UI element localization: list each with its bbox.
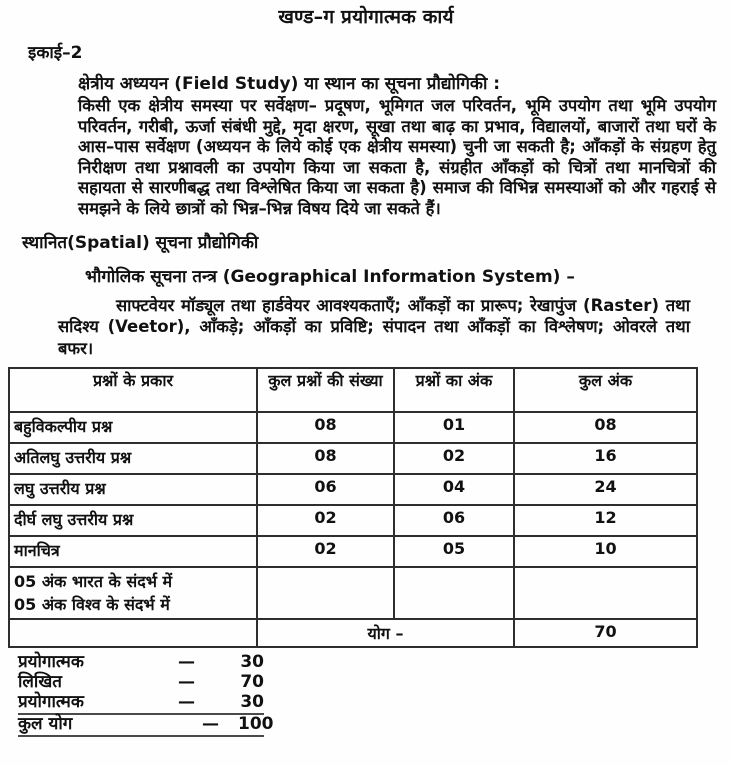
summary-label: कुल योग bbox=[18, 714, 73, 735]
page-title: खण्ड–ग प्रयोगात्मक कार्य bbox=[278, 6, 454, 28]
cell-marks-per-question: 01 bbox=[394, 412, 514, 443]
column-header-question-type: प्रश्नों के प्रकार bbox=[9, 368, 257, 412]
table-header-row bbox=[9, 368, 697, 412]
cell-marks-per-question: 04 bbox=[394, 474, 514, 505]
cell-marks-per-question: 05 bbox=[394, 536, 514, 567]
field-study-heading: क्षेत्रीय अध्ययन (Field Study) या स्थान का सूचना प्रौद्योगिकी : bbox=[78, 74, 501, 94]
column-header-marks-per-question: प्रश्नों का अंक bbox=[394, 368, 514, 412]
cell-question-type: अतिलघु उत्तरीय प्रश्न bbox=[9, 443, 257, 474]
note-line-2: 05 अंक विश्व के संदर्भ में bbox=[14, 595, 170, 615]
marks-table bbox=[8, 367, 698, 648]
cell-total-label: योग – bbox=[257, 619, 514, 647]
cell-question-type: दीर्घ लघु उत्तरीय प्रश्न bbox=[9, 505, 257, 536]
summary-dash: — bbox=[178, 672, 195, 693]
summary-row-grand-total bbox=[18, 714, 274, 737]
cell-empty bbox=[394, 567, 514, 619]
table-row bbox=[9, 412, 697, 443]
field-study-paragraph: किसी एक क्षेत्रीय समस्या पर सर्वेक्षण– प्रदूषण, भूमिगत जल परिवर्तन, भूमि उपयोग तथा भूमि उपयोग परिवर्तन, गरीबी, ऊर्जा संबंधी मुद्दे, मृदा क्षरण, सूखा तथा बाढ़ का प्रभाव, विद्यालयों, बाजारों तथा घरों के आस–पास सर्वेक्षण (अध्ययन के लिये कोई एक क्षेत्रीय समस्या) चुनी जा सकती है; आँकड़ों के संग्रहण हेतु निरीक्षण तथा प्रश्नावली का उपयोग किया जा सकता है, संग्रहीत आँकड़ों को चित्रों तथा मानचित्रों की सहायता से सारणीबद्ध तथा विश्लेषित किया जा सकता है) समाज की विभिन्न समस्याओं को और गहराई से समझने के लिये छात्रों को भिन्न–भिन्न विषय दिये जा सकते हैं। bbox=[78, 96, 716, 218]
table-row bbox=[9, 505, 697, 536]
cell-total-marks: 24 bbox=[514, 474, 697, 505]
cell-total-marks: 12 bbox=[514, 505, 697, 536]
gis-heading: भौगोलिक सूचना तन्त्र (Geographical Information System) – bbox=[85, 266, 575, 287]
summary-row-practical bbox=[18, 653, 264, 673]
note-line-1: 05 अंक भारत के संदर्भ में bbox=[14, 572, 173, 592]
summary-label: प्रयोगात्मक bbox=[18, 692, 84, 713]
summary-row-written bbox=[18, 673, 264, 693]
summary-value: 30 bbox=[240, 652, 264, 673]
table-row bbox=[9, 474, 697, 505]
summary-label: प्रयोगात्मक bbox=[18, 652, 84, 673]
cell-total-questions: 02 bbox=[257, 536, 394, 567]
table-row bbox=[9, 443, 697, 474]
cell-grand-total: 70 bbox=[514, 619, 697, 647]
cell-question-type: लघु उत्तरीय प्रश्न bbox=[9, 474, 257, 505]
summary-dash: — bbox=[178, 692, 195, 713]
cell-total-questions: 02 bbox=[257, 505, 394, 536]
spatial-heading: स्थानित(Spatial) सूचना प्रौद्योगिकी bbox=[22, 232, 259, 253]
cell-total-marks: 16 bbox=[514, 443, 697, 474]
cell-note bbox=[9, 567, 257, 619]
cell-empty bbox=[514, 567, 697, 619]
summary-value: 30 bbox=[240, 692, 264, 713]
column-header-total-questions: कुल प्रश्नों की संख्या bbox=[257, 368, 394, 412]
summary-row-practical-2 bbox=[18, 693, 264, 715]
table-note-row bbox=[9, 567, 697, 619]
marks-summary bbox=[18, 652, 274, 737]
table-row bbox=[9, 536, 697, 567]
cell-total-questions: 08 bbox=[257, 412, 394, 443]
cell-total-questions: 08 bbox=[257, 443, 394, 474]
cell-empty bbox=[9, 619, 257, 647]
cell-marks-per-question: 02 bbox=[394, 443, 514, 474]
summary-value: 100 bbox=[238, 714, 274, 735]
cell-empty bbox=[257, 567, 394, 619]
cell-question-type: मानचित्र bbox=[9, 536, 257, 567]
cell-total-marks: 08 bbox=[514, 412, 697, 443]
summary-label: लिखित bbox=[18, 672, 62, 693]
column-header-total-marks: कुल अंक bbox=[514, 368, 697, 412]
gis-paragraph: साफ्टवेयर मॉड्यूल तथा हार्डवेयर आवश्यकताएँ; आँकड़ों का प्रारूप; रेखापुंज (Raster) तथा सदिश्य (Veetor), आँकड़े; आँकड़ों का प्रविष्टि; संपादन तथा आँकड़ों का विश्लेषण; ओवरले तथा बफर। bbox=[58, 295, 690, 358]
table-total-row bbox=[9, 619, 697, 647]
cell-total-questions: 06 bbox=[257, 474, 394, 505]
cell-total-marks: 10 bbox=[514, 536, 697, 567]
cell-marks-per-question: 06 bbox=[394, 505, 514, 536]
cell-question-type: बहुविकल्पीय प्रश्न bbox=[9, 412, 257, 443]
summary-dash: — bbox=[202, 714, 219, 735]
summary-value: 70 bbox=[240, 672, 264, 693]
unit-label: इकाई–2 bbox=[28, 43, 83, 63]
summary-dash: — bbox=[178, 652, 195, 673]
